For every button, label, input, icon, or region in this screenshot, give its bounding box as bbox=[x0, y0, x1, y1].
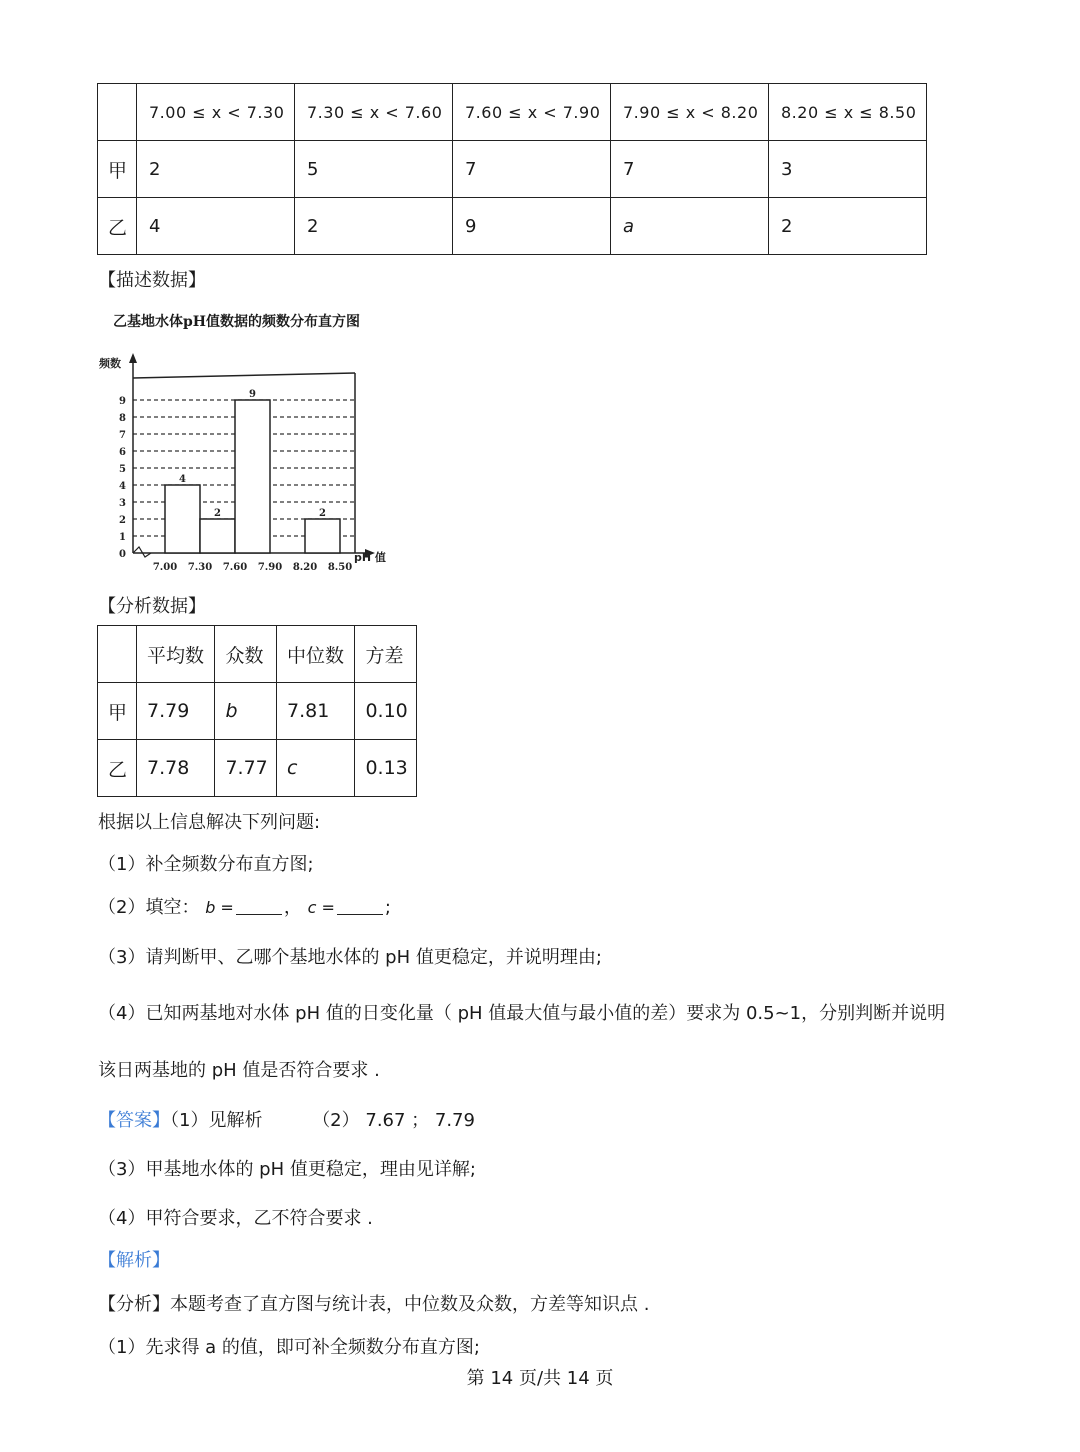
answer-2: （2） 7.67 ； 7.79 bbox=[312, 1110, 475, 1131]
analysis-summary: 【分析】本题考查了直方图与统计表，中位数及众数，方差等知识点 . bbox=[98, 1294, 650, 1315]
frequency-table-corner bbox=[98, 84, 137, 141]
y-tick-label: 3 bbox=[119, 498, 126, 509]
statistics-table bbox=[97, 625, 417, 797]
table-cell: 0.10 bbox=[355, 683, 417, 740]
y-tick-label: 6 bbox=[119, 447, 126, 458]
x-axis-label: pH 值 bbox=[354, 551, 386, 564]
analysis-tag: 【解析】 bbox=[98, 1250, 170, 1271]
x-tick-label: 7.00 bbox=[152, 562, 178, 573]
table-cell: 7.81 bbox=[276, 683, 354, 740]
y-tick-label: 7 bbox=[119, 430, 126, 441]
freq-header-1: 7.00 ≤ x < 7.30 bbox=[137, 84, 295, 141]
freq-header-5: 8.20 ≤ x ≤ 8.50 bbox=[769, 84, 927, 141]
answer-line bbox=[98, 1106, 475, 1132]
blank-c-label: c = bbox=[307, 898, 335, 917]
frequency-table bbox=[97, 83, 927, 255]
frequency-table-header-row bbox=[98, 84, 927, 141]
intro-text: 根据以上信息解决下列问题: bbox=[98, 812, 321, 833]
x-tick-label: 7.90 bbox=[257, 562, 283, 573]
table-cell: 3 bbox=[769, 141, 927, 198]
x-tick-label: 7.60 bbox=[222, 562, 248, 573]
question-1: （1）补全频数分布直方图; bbox=[98, 854, 314, 875]
freq-header-3: 7.60 ≤ x < 7.90 bbox=[453, 84, 611, 141]
chart-frame-top bbox=[133, 373, 355, 378]
table-cell: 2 bbox=[295, 198, 453, 255]
answer-1: （1）见解析 bbox=[170, 1110, 263, 1131]
stats-header-mean: 平均数 bbox=[137, 626, 215, 683]
histogram-bar bbox=[235, 400, 270, 553]
table-cell: 0.13 bbox=[355, 740, 417, 797]
y-tick-label: 5 bbox=[119, 464, 126, 475]
question-2-end: ; bbox=[384, 897, 391, 918]
row-label: 乙 bbox=[98, 740, 137, 797]
table-cell: 7.77 bbox=[215, 740, 277, 797]
page-footer: 第 14 页/共 14 页 bbox=[466, 1368, 614, 1389]
blank-c[interactable] bbox=[337, 896, 383, 915]
question-4-line-1: （4）已知两基地对水体 pH 值的日变化量（ pH 值最大值与最小值的差）要求为 0.5~1，分别判断并说明 bbox=[98, 1003, 946, 1024]
question-2-prefix: （2）填空： bbox=[98, 897, 200, 918]
stats-header-mode: 众数 bbox=[215, 626, 277, 683]
y-tick-label: 2 bbox=[119, 515, 126, 526]
table-cell: 2 bbox=[769, 198, 927, 255]
answer-4: （4）甲符合要求，乙不符合要求 . bbox=[98, 1208, 373, 1229]
statistics-table-header-row bbox=[98, 626, 417, 683]
y-tick-label: 0 bbox=[119, 549, 126, 560]
y-tick-label: 9 bbox=[119, 396, 126, 407]
axis-break-mark bbox=[133, 547, 151, 557]
table-cell: 2 bbox=[137, 141, 295, 198]
row-label: 乙 bbox=[98, 198, 137, 255]
freq-header-4: 7.90 ≤ x < 8.20 bbox=[611, 84, 769, 141]
bar-data-label: 2 bbox=[214, 508, 221, 519]
bar-data-label: 4 bbox=[179, 474, 186, 485]
analysis-step-1: （1）先求得 a 的值，即可补全频数分布直方图; bbox=[98, 1337, 480, 1358]
y-tick-label: 8 bbox=[119, 413, 126, 424]
section-analyze-heading: 【分析数据】 bbox=[98, 596, 206, 617]
table-cell: 7.79 bbox=[137, 683, 215, 740]
statistics-table-row-yi bbox=[98, 740, 417, 797]
y-axis-arrow bbox=[129, 353, 137, 363]
bar-data-label: 2 bbox=[319, 508, 326, 519]
row-label: 甲 bbox=[98, 683, 137, 740]
bar-data-label: 9 bbox=[249, 389, 256, 400]
blank-b-label: b = bbox=[205, 898, 234, 917]
question-2 bbox=[98, 893, 391, 919]
answer-3: （3）甲基地水体的 pH 值更稳定，理由见详解; bbox=[98, 1159, 476, 1180]
frequency-table-row-jia bbox=[98, 141, 927, 198]
section-describe-heading: 【描述数据】 bbox=[98, 270, 206, 291]
statistics-table-corner bbox=[98, 626, 137, 683]
y-tick-label: 1 bbox=[119, 532, 126, 543]
frequency-table-row-yi bbox=[98, 198, 927, 255]
table-cell: 7.78 bbox=[137, 740, 215, 797]
table-cell: 4 bbox=[137, 198, 295, 255]
y-tick-label: 4 bbox=[119, 481, 126, 492]
stats-header-variance: 方差 bbox=[355, 626, 417, 683]
table-cell: 7 bbox=[453, 141, 611, 198]
table-cell: c bbox=[276, 740, 354, 797]
histogram-bar bbox=[305, 519, 340, 553]
statistics-table-row-jia bbox=[98, 683, 417, 740]
question-4-line-2: 该日两基地的 pH 值是否符合要求 . bbox=[98, 1060, 380, 1081]
x-tick-label: 8.50 bbox=[327, 562, 353, 573]
histogram-bar bbox=[200, 519, 235, 553]
freq-header-2: 7.30 ≤ x < 7.60 bbox=[295, 84, 453, 141]
table-cell: 5 bbox=[295, 141, 453, 198]
answer-tag: 【答案】 bbox=[98, 1110, 170, 1131]
row-label: 甲 bbox=[98, 141, 137, 198]
x-tick-label: 8.20 bbox=[292, 562, 318, 573]
y-axis-label: 频数 bbox=[99, 357, 121, 370]
x-tick-label: 7.30 bbox=[187, 562, 213, 573]
question-3: （3）请判断甲、乙哪个基地水体的 pH 值更稳定，并说明理由; bbox=[98, 947, 602, 968]
blank-b[interactable] bbox=[236, 896, 282, 915]
chart-title: 乙基地水体pH值数据的频数分布直方图 bbox=[113, 314, 361, 330]
table-cell: a bbox=[611, 198, 769, 255]
table-cell: 7 bbox=[611, 141, 769, 198]
table-cell: 9 bbox=[453, 198, 611, 255]
stats-header-median: 中位数 bbox=[276, 626, 354, 683]
question-2-sep: ， bbox=[283, 897, 302, 918]
table-cell: b bbox=[215, 683, 277, 740]
histogram-bar bbox=[165, 485, 200, 553]
histogram-chart bbox=[95, 345, 405, 580]
